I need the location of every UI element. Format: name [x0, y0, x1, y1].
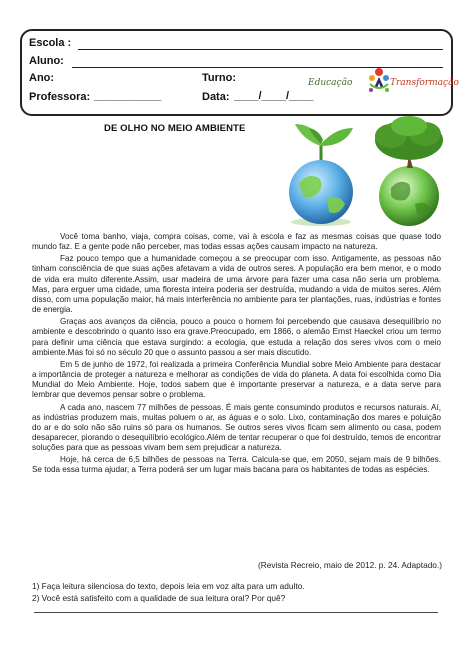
logo	[308, 64, 459, 100]
page-title: DE OLHO NO MEIO AMBIENTE	[104, 123, 246, 134]
paragraph-3: Graças aos avanços da ciência, pouco a pouco o homem foi percebendo que causava desequilíbrio no ambiente e descobrindo o quanto isso era grave.Preocupado, em 1866, o alemão Ernst Haeckel criou um termo para definir uma ciência que estava surgindo: a ecologia, que estuda a relação dos seres vivos com o meio ambiente.Mas foi só no século 20 que o assunto passou a ser mais discutido.	[32, 317, 441, 357]
data-label: Data:	[202, 91, 230, 103]
logo-text-educacao: Educação	[308, 78, 353, 88]
turno-label: Turno:	[202, 72, 237, 84]
article-body	[32, 232, 441, 478]
data-field[interactable]: ____/____/____	[234, 90, 314, 102]
escola-field[interactable]	[78, 49, 443, 50]
globes-illustration	[273, 114, 451, 228]
paragraph-2: Faz pouco tempo que a humanidade começou a se preocupar com isso. Antigamente, as pessoas não tinham consciência de que suas ações afetavam a vida de outros seres. A população era bem menor, e o modo de vida era muito diferente.Assim, usar madeira de uma árvore para fazer uma casa não seria um problema. Mas, para erguer uma cidade, uma floresta inteira poderia ser destruída, mudando a vida de muitos seres. Além disso, com uma população maior, há mais interferência no ambiente para ter plantações, ruas, indústrias e fontes de energia.	[32, 254, 441, 315]
ano-label: Ano:	[29, 72, 55, 84]
professora-field[interactable]: ___________	[94, 90, 162, 102]
logo-figure-icon	[366, 66, 392, 96]
aluno-label: Aluno:	[29, 55, 64, 67]
logo-text-transformacao: Transformação	[390, 78, 459, 88]
professora-label: Professora:	[29, 91, 91, 103]
tree-globe-icon	[375, 116, 443, 226]
answer-line[interactable]	[34, 612, 438, 613]
paragraph-1: Você toma banho, viaja, compra coisas, come, vai à escola e faz as mesmas coisas que quase todo mundo faz. E a gente pode não perceber, mas todas essas ações causam impacto na natureza.	[32, 232, 441, 252]
question-1: 1) Faça leitura silenciosa do texto, depois leia em voz alta para um adulto.	[32, 581, 305, 591]
escola-label: Escola :	[29, 37, 72, 49]
question-2: 2) Você está satisfeito com a qualidade de sua leitura oral? Por quê?	[32, 593, 286, 603]
paragraph-4: Em 5 de junho de 1972, foi realizada a primeira Conferência Mundial sobre Meio Ambiente para destacar a importância de proteger a natureza e melhorar as condições de vida do planeta. A data foi escolhida como Dia Mundial do Meio Ambiente. Hoje, todos sabem que é importante preservar a natureza, e a data serve para lembrar que devemos pensar sobre o problema.	[32, 359, 441, 400]
citation: (Revista Recreio, maio de 2012. p. 24. Adaptado.)	[257, 560, 442, 570]
paragraph-5: A cada ano, nascem 77 milhões de pessoas. É mais gente consumindo produtos e recursos naturais. Aí, as indústrias produzem mais, muitas poluem o ar, as águas e o solo. Lixo, contaminação dos mares e poluição do ar e do solo não são ruins só para os humanos. Se outros seres vivos ficam sem alimento ou casa, podem desaparecer, piorando o desequilíbrio ecológico.Além de tentar recuperar o que foi destruído, temos de encontrar soluções para que as pessoas vivam bem sem prejudicar a natureza.	[32, 402, 441, 453]
sprout-globe-icon	[289, 124, 353, 226]
paragraph-6: Hoje, há cerca de 6,5 bilhões de pessoas na Terra. Calcula-se que, em 2050, sejam mais de 9 bilhões. Se toda essa turma ajudar, a Terra poderá ser um lugar mais bacana para os habitantes de todas as espécies.	[32, 455, 441, 475]
